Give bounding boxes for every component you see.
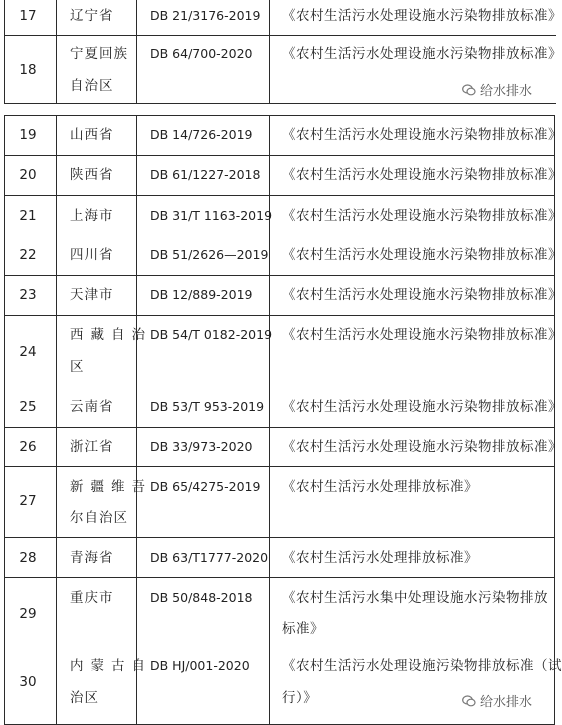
standard-code: DB 51/2626—2019	[150, 247, 269, 262]
table-border	[4, 427, 555, 428]
watermark-text: 给水排水	[480, 84, 533, 99]
row-number: 29	[19, 606, 37, 622]
table-border	[4, 466, 555, 467]
row-number: 23	[19, 287, 37, 303]
wechat-icon	[462, 83, 476, 97]
table-border	[56, 115, 57, 725]
standard-code: DB 61/1227-2018	[150, 167, 261, 182]
row-number: 27	[19, 493, 37, 509]
table-border	[56, 0, 57, 104]
province-cell: 青海省	[70, 550, 114, 566]
table-border	[4, 195, 555, 196]
standard-title: 《农村生活污水处理设施水污染物排放标准》	[282, 327, 562, 343]
table-border	[4, 35, 556, 36]
row-number: 28	[19, 550, 37, 566]
watermark-text: 给水排水	[480, 695, 533, 710]
province-cell: 辽宁省	[70, 8, 114, 24]
standard-title: 《农村生活污水处理设施水污染物排放标准》	[282, 439, 562, 455]
standard-code: DB 21/3176-2019	[150, 8, 261, 23]
standard-code: DB 50/848-2018	[150, 590, 253, 605]
standard-title: 《农村生活污水处理排放标准》	[282, 550, 478, 566]
province-cell: 四川省	[70, 247, 114, 263]
table-border	[4, 115, 554, 116]
province-cell-line2: 自治区	[70, 78, 114, 94]
standard-title: 《农村生活污水处理设施水污染物排放标准》	[282, 399, 562, 415]
standard-code: DB 12/889-2019	[150, 287, 253, 302]
province-cell-line2: 区	[70, 359, 85, 375]
standard-code: DB 64/700-2020	[150, 46, 253, 61]
row-number: 24	[19, 344, 37, 360]
table-border	[136, 0, 137, 104]
table-border	[4, 537, 555, 538]
province-cell-line1: 西藏自治	[70, 327, 152, 343]
standard-code: DB 54/T 0182-2019	[150, 327, 273, 342]
wechat-icon	[462, 694, 476, 708]
province-cell: 重庆市	[70, 590, 114, 606]
table-border	[4, 577, 555, 578]
row-number: 22	[19, 247, 37, 263]
row-number: 21	[19, 208, 37, 224]
table-border	[4, 275, 555, 276]
table-border	[4, 155, 555, 156]
standard-title-line2: 行）》	[282, 690, 318, 706]
row-number: 30	[19, 674, 37, 690]
watermark	[462, 80, 532, 99]
standard-code: DB 33/973-2020	[150, 439, 253, 454]
standard-title: 《农村生活污水处理设施水污染物排放标准》	[282, 127, 562, 143]
table-border	[4, 315, 555, 316]
watermark	[462, 691, 532, 710]
standard-title-line1: 《农村生活污水集中处理设施水污染物排放	[282, 590, 548, 606]
row-number: 20	[19, 167, 37, 183]
standard-code: DB 53/T 953-2019	[150, 399, 265, 414]
province-cell-line1: 宁夏回族	[70, 46, 128, 62]
province-cell-line2: 尔自治区	[70, 510, 128, 526]
standard-title: 《农村生活污水处理排放标准》	[282, 479, 478, 495]
row-number: 26	[19, 439, 37, 455]
province-cell: 天津市	[70, 287, 114, 303]
standard-code: DB 63/T1777-2020	[150, 550, 269, 565]
province-cell-line1: 新疆维吾	[70, 479, 152, 495]
row-number: 18	[19, 62, 37, 78]
standard-title: 《农村生活污水处理设施水污染物排放标准》	[282, 287, 562, 303]
row-number: 17	[19, 8, 37, 24]
row-number: 19	[19, 127, 37, 143]
standard-title-line2: 标准》	[282, 621, 324, 637]
standard-title: 《农村生活污水处理设施水污染物排放标准》	[282, 247, 562, 263]
standard-title: 《农村生活污水处理设施水污染物排放标准》	[282, 8, 562, 24]
province-cell: 上海市	[70, 208, 114, 224]
province-cell: 山西省	[70, 127, 114, 143]
standard-title: 《农村生活污水处理设施水污染物排放标准》	[282, 46, 562, 62]
standard-title: 《农村生活污水处理设施水污染物排放标准》	[282, 208, 562, 224]
standard-title: 《农村生活污水处理设施水污染物排放标准》	[282, 167, 562, 183]
province-cell-line1: 内蒙古自	[70, 658, 152, 674]
province-cell: 浙江省	[70, 439, 114, 455]
province-cell: 云南省	[70, 399, 114, 415]
standard-code: DB 31/T 1163-2019	[150, 208, 273, 223]
province-cell-line2: 治区	[70, 690, 99, 706]
standard-code: DB 14/726-2019	[150, 127, 253, 142]
table-border	[136, 115, 137, 725]
standard-title-line1: 《农村生活污水处理设施污染物排放标准（试	[282, 658, 562, 674]
table-border	[269, 0, 270, 104]
table-border	[4, 103, 556, 104]
row-number: 25	[19, 399, 37, 415]
standard-code: DB 65/4275-2019	[150, 479, 261, 494]
province-cell: 陕西省	[70, 167, 114, 183]
standard-code: DB HJ/001-2020	[150, 658, 250, 673]
